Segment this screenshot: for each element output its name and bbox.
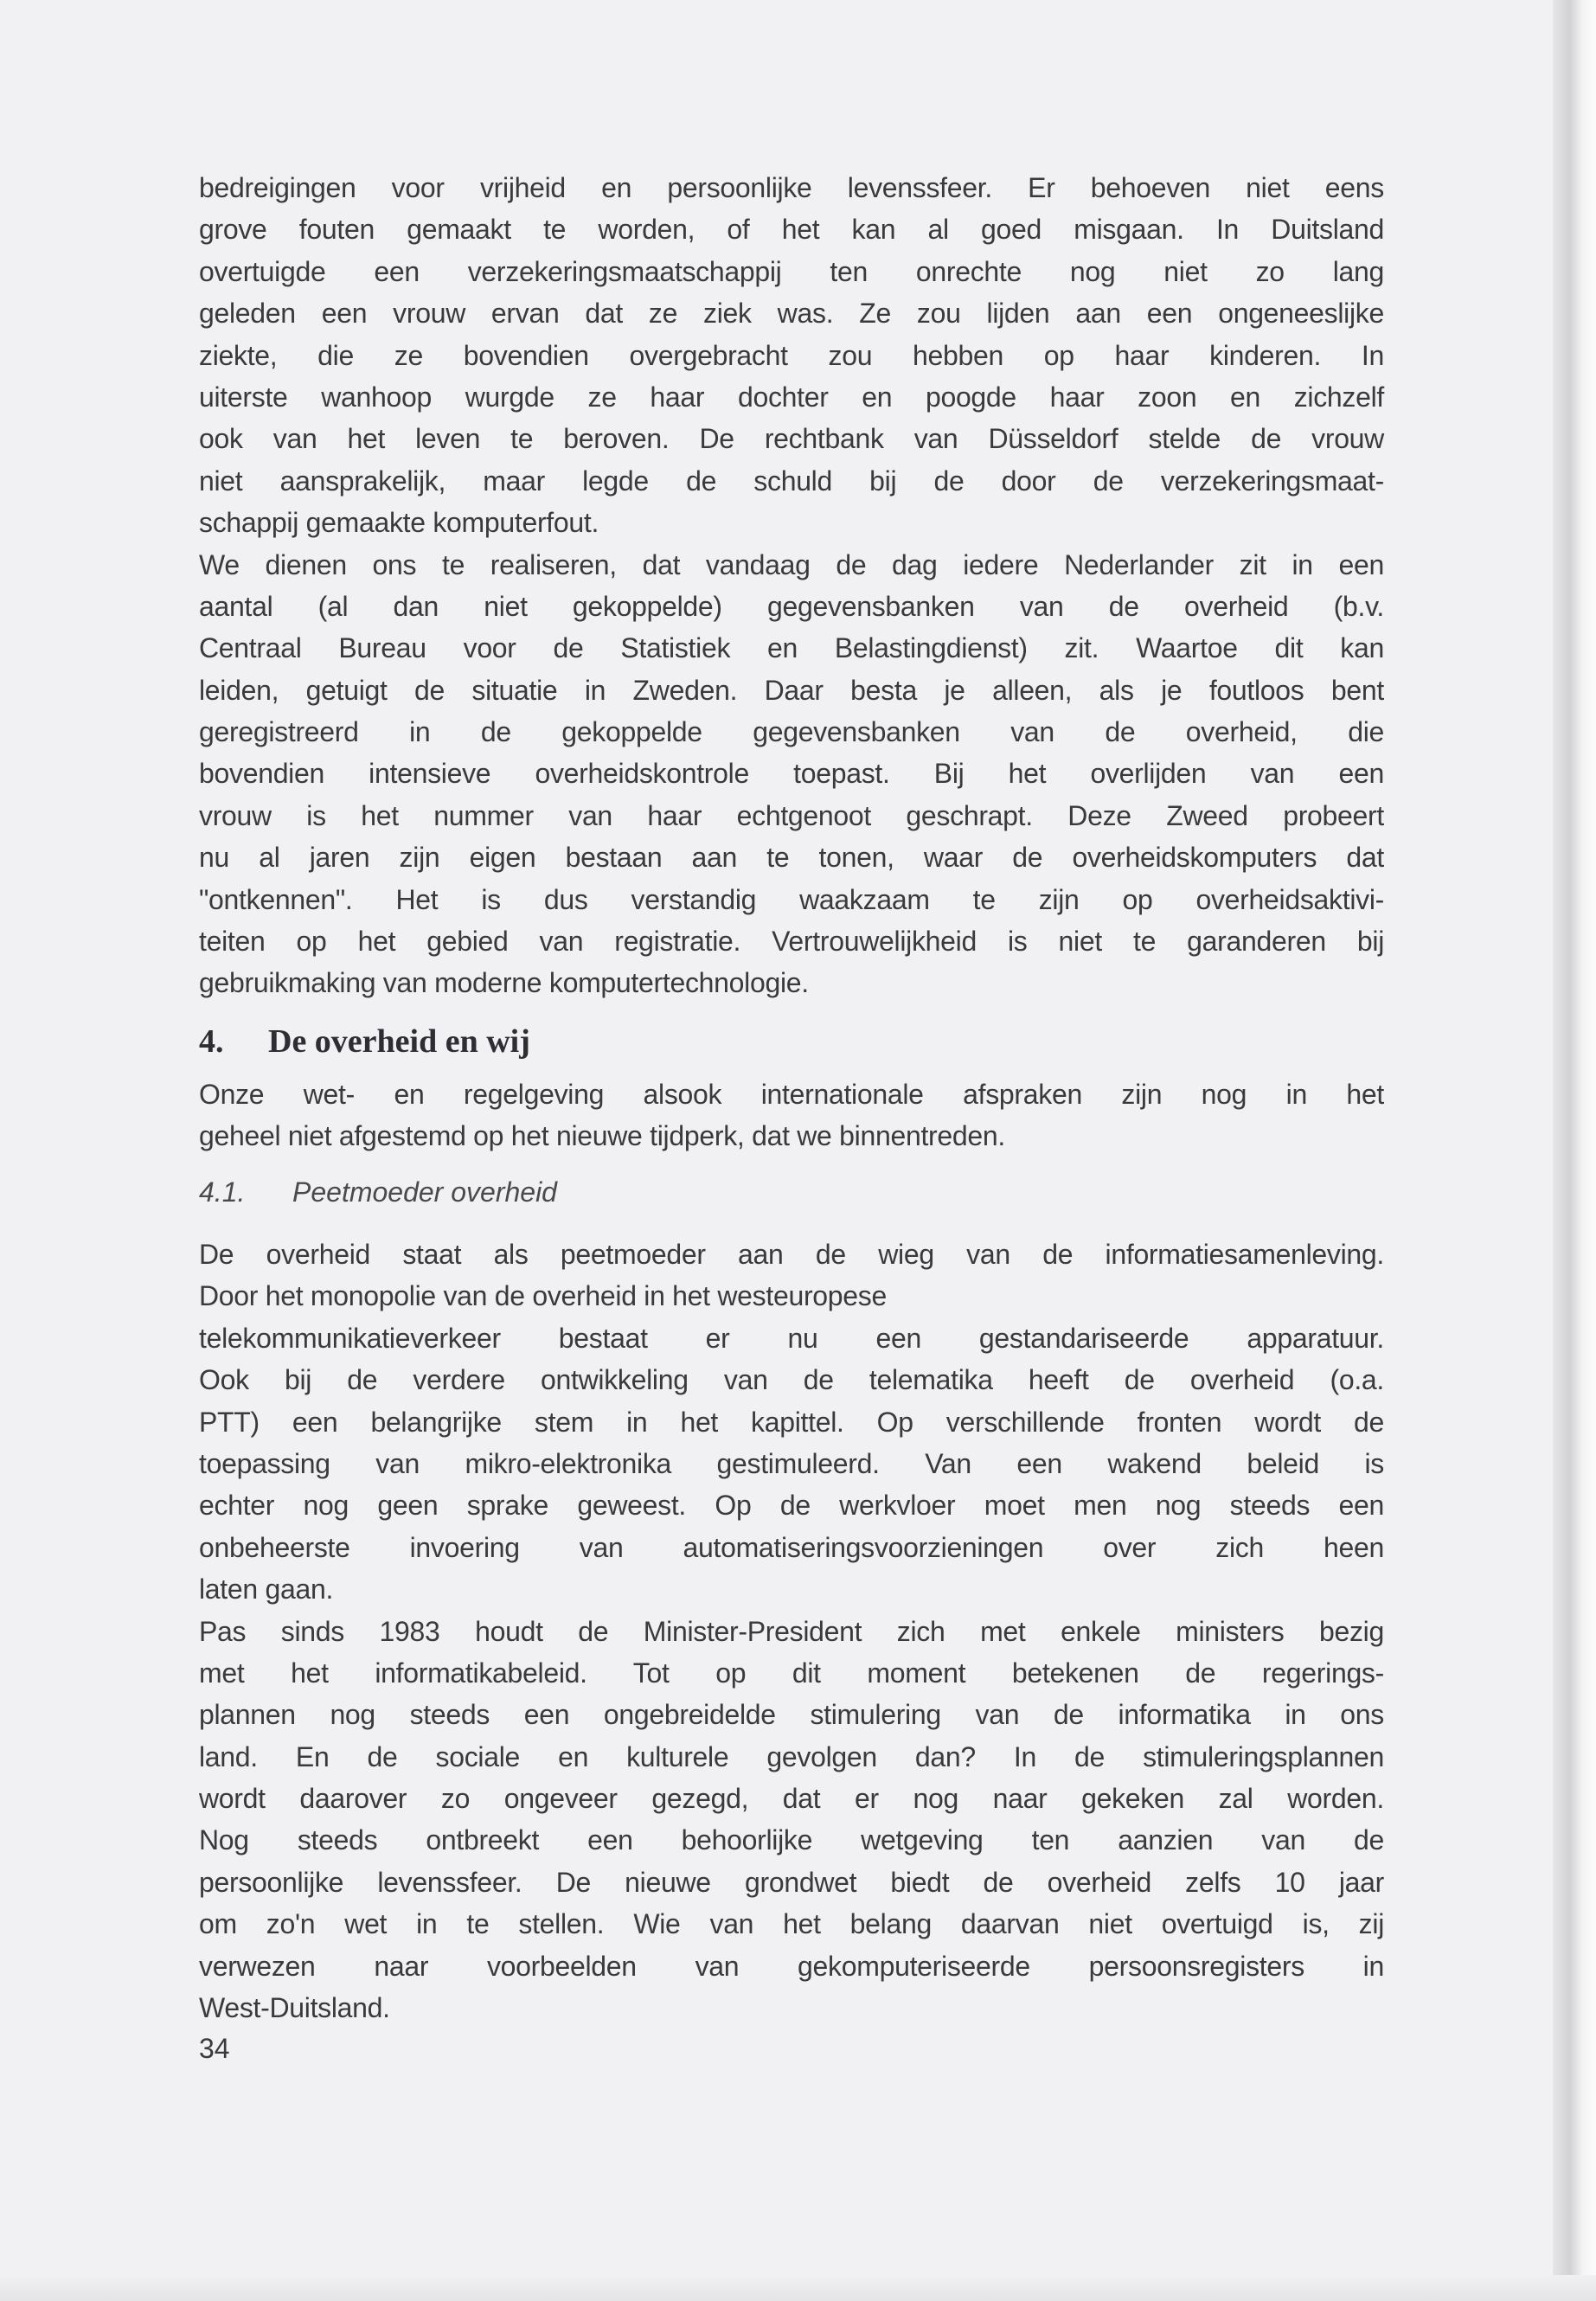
text-line: Onze wet- en regelgeving alsook internationale afspraken zijn nog in het bbox=[199, 1079, 1384, 1110]
text-line: Nog steeds ontbreekt een behoorlijke wetgeving ten aanzien van de bbox=[199, 1824, 1384, 1856]
text-line: De overheid staat als peetmoeder aan de wieg van de informatiesamenleving. bbox=[199, 1239, 1384, 1270]
text-line: teiten op het gebied van registratie. Vertrouwelijkheid is niet te garanderen bij bbox=[199, 926, 1384, 958]
subsection-title: Peetmoeder overheid bbox=[292, 1176, 557, 1208]
text-line: "ontkennen". Het is dus verstandig waakzaam te zijn op overheidsaktivi- bbox=[199, 883, 1384, 915]
text-line: niet aansprakelijk, maar legde de schuld bij de door de verzekeringsmaat- bbox=[199, 465, 1384, 497]
text-line: leiden, getuigt de situatie in Zweden. Daar besta je alleen, als je foutloos bent bbox=[199, 674, 1384, 706]
text-line: nu al jaren zijn eigen bestaan aan te tonen, waar de overheidskomputers dat bbox=[199, 842, 1384, 874]
page-number: 34 bbox=[199, 2033, 230, 2064]
text-line: geregistreerd in de gekoppelde gegevensbanken van de overheid, die bbox=[199, 716, 1384, 748]
page-edge-shadow bbox=[1553, 0, 1596, 2301]
text-line: bovendien intensieve overheidskontrole toepast. Bij het overlijden van een bbox=[199, 758, 1384, 790]
text-line: onbeheerste invoering van automatiseringsvoorzieningen over zich heen bbox=[199, 1531, 1384, 1563]
text-line: Pas sinds 1983 houdt de Minister-President zich met enkele ministers bezig bbox=[199, 1615, 1384, 1647]
text-line: persoonlijke levenssfeer. De nieuwe grondwet biedt de overheid zelfs 10 jaar bbox=[199, 1866, 1384, 1898]
text-line: gebruikmaking van moderne komputertechnologie. bbox=[199, 967, 809, 999]
text-line: verwezen naar voorbeelden van gekomputeriseerde persoonsregisters in bbox=[199, 1950, 1384, 1982]
text-line: geleden een vrouw ervan dat ze ziek was. Ze zou lijden aan een ongeneeslijke bbox=[199, 298, 1384, 330]
text-line: We dienen ons te realiseren, dat vandaag de dag iedere Nederlander zit in een bbox=[199, 548, 1384, 580]
text-line: toepassing van mikro-elektronika gestimuleerd. Van een wakend beleid is bbox=[199, 1447, 1384, 1479]
subsection-number: 4.1. bbox=[199, 1176, 246, 1208]
text-line: PTT) een belangrijke stem in het kapittel. Op verschillende fronten wordt de bbox=[199, 1406, 1384, 1438]
text-line: aantal (al dan niet gekoppelde) gegevensbanken van de overheid (b.v. bbox=[199, 590, 1384, 622]
text-line: grove fouten gemaakt te worden, of het kan al goed misgaan. In Duitsland bbox=[199, 214, 1384, 246]
page-bottom-edge bbox=[0, 2275, 1596, 2301]
text-line: laten gaan. bbox=[199, 1574, 334, 1606]
text-line: uiterste wanhoop wurgde ze haar dochter en poogde haar zoon en zichzelf bbox=[199, 381, 1384, 413]
paragraph-intro bbox=[199, 167, 1384, 1004]
text-line: schappij gemaakte komputerfout. bbox=[199, 507, 599, 539]
text-line: bedreigingen voor vrijheid en persoonlijke levenssfeer. Er behoeven niet eens bbox=[199, 172, 1384, 203]
text-line: geheel niet afgestemd op het nieuwe tijdperk, dat we binnentreden. bbox=[199, 1120, 1005, 1152]
text-line: ziekte, die ze bovendien overgebracht zou hebben op haar kinderen. In bbox=[199, 339, 1384, 371]
text-line: telekommunikatieverkeer bestaat er nu een gestandariseerde apparatuur. bbox=[199, 1322, 1384, 1354]
text-line: West-Duitsland. bbox=[199, 1992, 390, 2024]
section-number: 4. bbox=[199, 1023, 224, 1060]
text-line: land. En de sociale en kulturele gevolgen dan? In de stimuleringsplannen bbox=[199, 1740, 1384, 1772]
section-title: De overheid en wij bbox=[268, 1023, 530, 1060]
text-line: echter nog geen sprake geweest. Op de werkvloer moet men nog steeds een bbox=[199, 1490, 1384, 1522]
paragraph-peetmoeder bbox=[199, 1234, 1384, 2029]
text-line: vrouw is het nummer van haar echtgenoot geschrapt. Deze Zweed probeert bbox=[199, 799, 1384, 831]
text-line: ook van het leven te beroven. De rechtbank van Düsseldorf stelde de vrouw bbox=[199, 423, 1384, 455]
section-heading bbox=[199, 1022, 530, 1061]
text-line: met het informatikabeleid. Tot op dit moment betekenen de regerings- bbox=[199, 1657, 1384, 1689]
text-line: wordt daarover zo ongeveer gezegd, dat er nog naar gekeken zal worden. bbox=[199, 1783, 1384, 1815]
text-line: Door het monopolie van de overheid in het westeuropese bbox=[199, 1280, 887, 1312]
paragraph-section-intro bbox=[199, 1074, 1384, 1157]
text-line: overtuigde een verzekeringsmaatschappij ten onrechte nog niet zo lang bbox=[199, 255, 1384, 287]
text-line: Centraal Bureau voor de Statistiek en Belastingdienst) zit. Waartoe dit kan bbox=[199, 632, 1384, 664]
text-line: om zo'n wet in te stellen. Wie van het belang daarvan niet overtuigd is, zij bbox=[199, 1908, 1384, 1940]
subsection-heading bbox=[199, 1176, 557, 1208]
text-line: Ook bij de verdere ontwikkeling van de telematika heeft de overheid (o.a. bbox=[199, 1364, 1384, 1396]
text-line: plannen nog steeds een ongebreidelde stimulering van de informatika in ons bbox=[199, 1699, 1384, 1731]
